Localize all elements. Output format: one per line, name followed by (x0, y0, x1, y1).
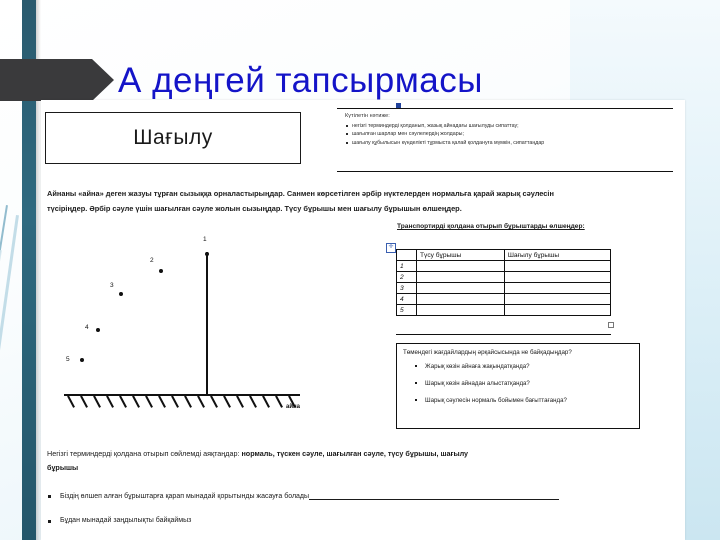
task-instruction-text: Айнаны «айна» деген жазуы тұрған сызыққа орналастырыңдар. Санмен көрсетілген әрбір нүктелерден нормальға қарай жарық сәулесін түсіріңдер. Әрбір сәуле үшін шағылған сәуле жолын сызыңдар. Түсу бұрышы мен шағылу бұрышын өлшеңдер. (47, 189, 554, 213)
table-resize-handle[interactable] (608, 322, 614, 328)
ray-point-dot-4 (96, 328, 100, 332)
answer-blank-line[interactable] (309, 492, 559, 500)
lesson-title-text: Шағылу (133, 126, 213, 149)
table-header-index (397, 250, 417, 261)
ray-point-label-4: 4 (85, 324, 89, 331)
row-index-cell: 3 (397, 283, 417, 294)
questions-heading: Төмендегі жағдайлардың әрқайсысында не байқадыңдар? (403, 349, 572, 356)
angles-table-body (397, 261, 611, 316)
expected-outcome-item: шағылған шарлар мен сәулелердің жолдары; (345, 130, 667, 139)
arrow-banner-shape (0, 59, 92, 101)
ray-point-dot-3 (119, 292, 123, 296)
row-index-cell: 5 (397, 305, 417, 316)
angle-input-cell[interactable] (504, 261, 610, 272)
angle-input-cell[interactable] (504, 283, 610, 294)
mirror-label: айна (286, 404, 300, 410)
move-table-icon[interactable]: ✛ (386, 243, 396, 253)
expected-outcome-item: шағылу құбылысын күнделікті тұрмыста қалай қолдануға мүмкін, сипаттаңдар (345, 139, 667, 148)
diagonal-accent-line-3 (0, 250, 2, 506)
protractor-table-heading: Транспортирді қолдана отырып бұрыштарды өлшеңдер: (397, 223, 585, 230)
angles-table (396, 249, 611, 316)
conclusion-bullet-1 (60, 492, 559, 500)
ray-point-dot-2 (159, 269, 163, 273)
hatch-mark (210, 396, 217, 408)
question-item: Шарық сәулесін нормаль бойымен бағыттағанда? (403, 396, 633, 405)
hatch-mark (223, 396, 230, 408)
ray-point-dot-5 (80, 358, 84, 362)
hatch-mark (249, 396, 256, 408)
question-item: Жарық көзін айнаға жақындатқанда? (403, 362, 633, 371)
table-row (397, 261, 611, 272)
hatch-mark (171, 396, 178, 408)
ray-point-label-3: 3 (110, 282, 114, 289)
table-header-incidence: Түсу бұрышы (417, 250, 505, 261)
angle-input-cell[interactable] (504, 294, 610, 305)
table-row (397, 305, 611, 316)
angle-input-cell[interactable] (417, 283, 505, 294)
normal-line (206, 252, 208, 395)
hatch-mark (119, 396, 126, 408)
key-terms-paragraph (47, 447, 625, 475)
expected-outcomes-box (337, 108, 673, 172)
lesson-title-box (45, 112, 301, 164)
angle-input-cell[interactable] (417, 305, 505, 316)
mirror-surface-line (64, 394, 300, 396)
key-terms-continued: бұрышы (47, 463, 79, 472)
hatch-mark (67, 396, 74, 408)
angle-input-cell[interactable] (504, 305, 610, 316)
table-row (397, 272, 611, 283)
hatch-mark (132, 396, 139, 408)
hatch-mark (275, 396, 282, 408)
ray-point-label-5: 5 (66, 356, 70, 363)
hatch-mark (93, 396, 100, 408)
observation-questions-box (396, 343, 640, 429)
key-terms-list: нормаль, түскен сәуле, шағылған сәуле, түсу бұрышы, шағылу (241, 449, 469, 458)
angle-input-cell[interactable] (417, 261, 505, 272)
hatch-mark (106, 396, 113, 408)
reflection-diagram (40, 228, 325, 423)
conclusion-bullet-2: Бұдан мынадай заңдылықты байқаймыз (60, 517, 192, 524)
hatch-mark (80, 396, 87, 408)
key-terms-prefix: Негізгі терминдерді қолдана отырып сөйлемді аяқтаңдар: (47, 449, 242, 458)
table-row (397, 294, 611, 305)
table-header-row (397, 250, 611, 261)
hatch-mark (184, 396, 191, 408)
slide-title: А деңгей тапсырмасы (118, 61, 483, 100)
hatch-mark (145, 396, 152, 408)
hatch-mark (197, 396, 204, 408)
row-index-cell: 1 (397, 261, 417, 272)
ray-point-label-1: 1 (203, 236, 207, 243)
ray-point-label-2: 2 (150, 257, 154, 264)
hatch-mark (236, 396, 243, 408)
table-header-reflection: Шағылу бұрышы (504, 250, 610, 261)
hatch-mark (262, 396, 269, 408)
diagonal-accent-line-2 (0, 215, 19, 512)
conclusion-bullet-1-text: Біздің өлшеп алған бұрыштарға қарап мынадай қорытынды жасауға болады (60, 493, 310, 500)
expected-outcome-item: негізгі терминдерді қолданып, жазық айнадағы шағылуды сипаттау; (345, 122, 667, 131)
ray-point-dot-1 (205, 252, 209, 256)
row-index-cell: 2 (397, 272, 417, 283)
table-row (397, 283, 611, 294)
angle-input-cell[interactable] (504, 272, 610, 283)
horizontal-rule (396, 334, 611, 335)
question-item: Шарық көзін айнадан алыстатқанда? (403, 379, 633, 388)
hatch-mark (158, 396, 165, 408)
angle-input-cell[interactable] (417, 272, 505, 283)
expected-outcomes-heading: Күтілетін нәтиже: (345, 113, 390, 119)
angle-input-cell[interactable] (417, 294, 505, 305)
row-index-cell: 4 (397, 294, 417, 305)
